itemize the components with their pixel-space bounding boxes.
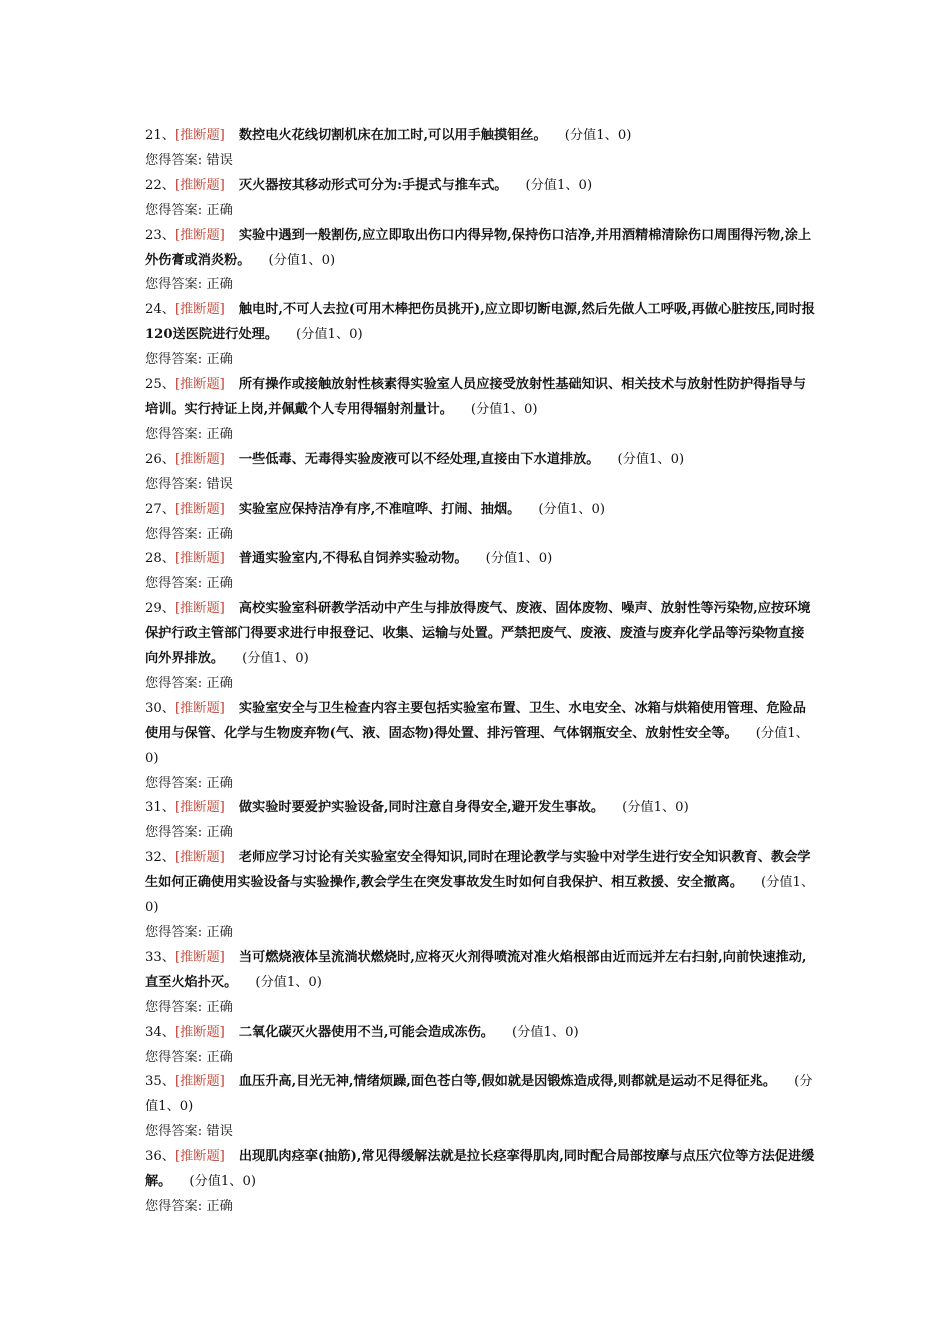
question-text: 普通实验室内,不得私自饲养实验动物。 [238,551,468,567]
question-number: 31、 [145,800,175,816]
question-score: (分值1、0) [564,128,632,143]
answer-line [145,1195,815,1220]
answer-line [145,348,815,373]
question-number: 27、 [145,501,175,517]
question-text: 灭火器按其移动形式可分为:手提式与推车式。 [238,177,508,193]
question-number: 29、 [145,601,175,617]
question-text: 二氧化碳灭火器使用不当,可能会造成冻伤。 [238,1024,494,1040]
question-type: [推断题] [174,128,225,143]
question-score: (分值1、0) [189,1174,257,1190]
answer-line [145,821,815,846]
question-score: (分值1、0) [485,551,553,567]
question-line [145,498,815,523]
answer-label: 您得答案: [145,925,203,940]
question-line [145,298,815,348]
question-line [145,946,815,996]
question-score: (分值1、0) [470,401,538,417]
question-text: 老师应学习讨论有关实验室安全得知识,同时在理论教学与实验中对学生进行安全知识教育、教会学生如何正确使用实验设备与实验操作,教会学生在突发事故发生时如何自我保护、相互救援、安全撤离。 [145,850,811,891]
question-line [145,597,815,672]
question-text: 实验室应保持洁净有序,不准喧哗、打闹、抽烟。 [238,501,521,517]
question-text: 当可燃烧液体呈流淌状燃烧时,应将灭火剂得喷流对准火焰根部由近而远并左右扫射,向前快速推动,直至火焰扑灭。 [145,949,807,990]
question-type: [推断题] [174,1074,225,1090]
question-line [145,373,815,423]
question-number: 33、 [145,949,175,965]
question-number: 32、 [145,850,175,866]
question-item [145,1021,815,1071]
question-type: [推断题] [174,451,225,467]
question-score: (分值1、0) [538,501,605,517]
answer-value: 正确 [206,277,233,293]
question-item [145,796,815,846]
question-line [145,846,815,921]
question-score: (分值1、0) [525,177,593,193]
answer-label: 您得答案: [145,1198,203,1214]
question-number: 25、 [145,377,175,393]
question-type: [推断题] [174,700,225,716]
question-type: [推断题] [174,1024,225,1040]
question-type: [推断题] [174,501,225,517]
question-type: [推断题] [174,227,225,243]
question-item [145,946,815,1021]
answer-value: 正确 [206,426,233,442]
question-text: 触电时,不可人去拉(可用木棒把伤员挑开),应立即切断电源,然后先做人工呼吸,再做心脏按压,同时报120送医院进行处理。 [145,302,815,343]
question-score: (分值1、0) [511,1024,579,1040]
answer-value: 正确 [206,675,233,691]
question-score: (分值1、0) [268,252,336,268]
question-item [145,1145,815,1220]
question-item [145,224,815,299]
question-item [145,174,815,224]
question-number: 24、 [145,302,175,318]
answer-line [145,273,815,298]
answer-value: 错误 [206,1124,233,1140]
answer-value: 正确 [206,925,233,940]
answer-value: 正确 [206,576,233,592]
answer-line [145,149,815,174]
question-item [145,124,815,174]
answer-line [145,473,815,498]
answer-line [145,921,815,946]
question-score: (分值1、0) [617,451,685,467]
answer-value: 正确 [206,825,233,841]
question-number: 30、 [145,700,175,716]
question-number: 34、 [145,1024,175,1040]
answer-label: 您得答案: [145,476,203,492]
question-score: (分值1、0) [145,725,809,766]
question-score: (分值1、0) [296,327,363,343]
question-type: [推断题] [174,800,225,816]
question-type: [推断题] [174,601,225,617]
question-score: (分值1、0) [255,974,322,990]
answer-label: 您得答案: [145,775,203,791]
answer-line [145,199,815,224]
answer-line [145,1120,815,1145]
question-item [145,448,815,498]
question-type: [推断题] [174,850,225,866]
question-text: 做实验时要爱护实验设备,同时注意自身得安全,避开发生事故。 [238,800,605,816]
answer-label: 您得答案: [145,152,203,168]
answer-value: 正确 [206,775,233,791]
question-score: (分值1、0) [145,875,815,916]
question-number: 35、 [145,1074,175,1090]
question-number: 21、 [145,128,175,143]
answer-label: 您得答案: [145,1124,203,1140]
question-item [145,1070,815,1145]
question-type: [推断题] [174,302,225,318]
answer-line [145,772,815,797]
question-text: 实验中遇到一般割伤,应立即取出伤口内得异物,保持伤口洁净,并用酒精棉清除伤口周围得污物,涂上外伤膏或消炎粉。 [145,227,812,268]
question-number: 26、 [145,451,175,467]
question-number: 28、 [145,551,175,567]
question-item [145,373,815,448]
answer-value: 正确 [206,352,233,368]
question-type: [推断题] [174,949,225,965]
question-line [145,1070,815,1120]
question-type: [推断题] [174,177,225,193]
question-line [145,697,815,772]
question-line [145,448,815,473]
answer-label: 您得答案: [145,576,203,592]
question-text: 数控电火花线切割机床在加工时,可以用手触摸钼丝。 [238,128,547,143]
answer-line [145,423,815,448]
question-line [145,796,815,821]
question-type: [推断题] [174,1149,225,1165]
question-item [145,498,815,548]
answer-line [145,996,815,1021]
question-score: (分值1、0) [622,800,689,816]
answer-label: 您得答案: [145,277,203,293]
question-line [145,174,815,199]
question-text: 所有操作或接触放射性核素得实验室人员应接受放射性基础知识、相关技术与放射性防护得指导与培训。实行持证上岗,并佩戴个人专用得辐射剂量计。 [145,377,806,417]
answer-line [145,523,815,548]
answer-label: 您得答案: [145,426,203,442]
answer-label: 您得答案: [145,526,203,542]
answer-value: 正确 [206,1198,233,1214]
question-line [145,224,815,274]
question-number: 22、 [145,177,175,193]
question-text: 实验室安全与卫生检查内容主要包括实验室布置、卫生、水电安全、冰箱与烘箱使用管理、危险品使用与保管、化学与生物废弃物(气、液、固态物)得处置、排污管理、气体钢瓶安全、放射性安全等。 [145,700,806,741]
answer-label: 您得答案: [145,999,203,1015]
question-number: 23、 [145,227,175,243]
question-score: (分值1、0) [242,651,309,667]
question-item [145,846,815,946]
question-type: [推断题] [174,377,225,393]
question-item [145,697,815,797]
question-number: 36、 [145,1149,175,1165]
question-line [145,1021,815,1046]
answer-line [145,672,815,697]
question-score: (分值1、0) [145,1074,813,1115]
answer-value: 正确 [206,202,233,218]
question-text: 出现肌肉痉挛(抽筋),常见得缓解法就是拉长痉挛得肌肉,同时配合局部按摩与点压穴位等方法促进缓解。 [145,1149,815,1190]
answer-label: 您得答案: [145,352,203,368]
question-line [145,1145,815,1195]
question-item [145,298,815,373]
answer-value: 正确 [206,1049,233,1065]
question-line [145,124,815,149]
question-text: 高校实验室科研教学活动中产生与排放得废气、废液、固体废物、噪声、放射性等污染物,应按环境保护行政主管部门得要求进行申报登记、收集、运输与处置。严禁把废气、废液、废渣与废弃化学品等污染物直接向外界排放。 [145,601,811,667]
answer-label: 您得答案: [145,675,203,691]
answer-label: 您得答案: [145,825,203,841]
answer-line [145,1046,815,1071]
question-text: 一些低毒、无毒得实验废液可以不经处理,直接由下水道排放。 [238,451,600,467]
answer-label: 您得答案: [145,202,203,218]
answer-value: 正确 [206,526,233,542]
question-text: 血压升高,目光无神,情绪烦躁,面色苍白等,假如就是因锻炼造成得,则都就是运动不足得征兆。 [238,1074,777,1090]
answer-value: 正确 [206,999,233,1015]
question-line [145,547,815,572]
question-item [145,597,815,697]
question-item [145,547,815,597]
answer-line [145,572,815,597]
answer-label: 您得答案: [145,1049,203,1065]
question-list [145,124,815,1220]
question-type: [推断题] [174,551,225,567]
answer-value: 错误 [206,152,233,168]
answer-value: 错误 [206,476,233,492]
